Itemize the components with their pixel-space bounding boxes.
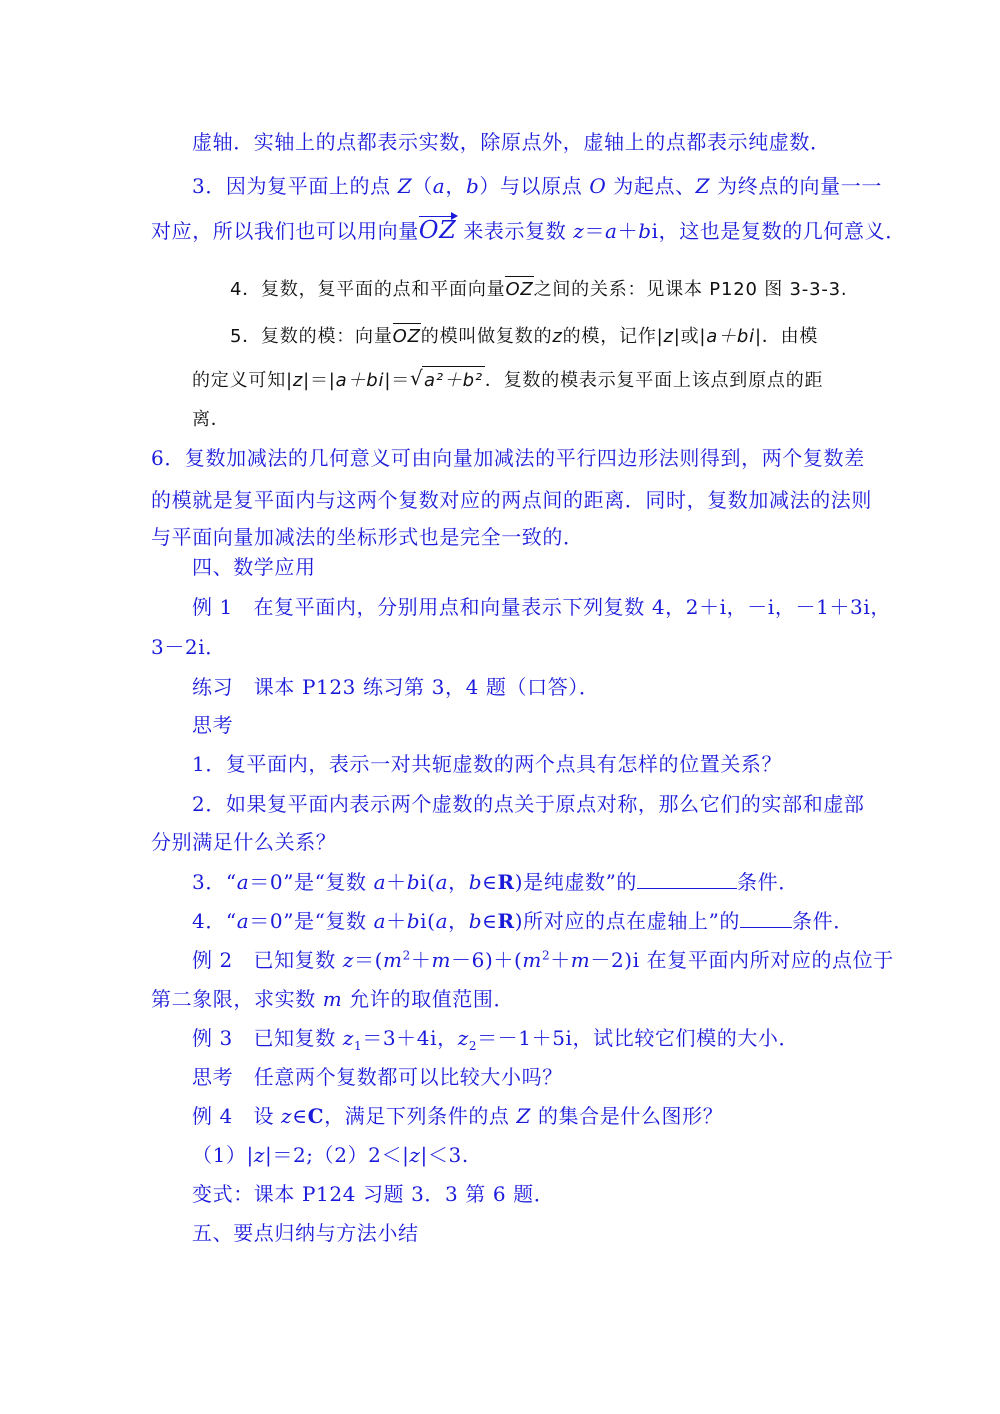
- text-fragment: 离．: [192, 409, 230, 430]
- text-fragment: m: [383, 948, 403, 972]
- text-fragment: i(: [420, 909, 436, 933]
- text-fragment: a: [373, 870, 387, 894]
- text-line-5: [230, 323, 818, 351]
- text-fragment: 例 3 已知复数: [192, 1026, 343, 1050]
- text-fragment: ，: [448, 909, 469, 933]
- text-line-7: [192, 406, 230, 434]
- text-fragment: i(: [420, 870, 436, 894]
- text-fragment: |z|: [286, 370, 310, 391]
- text-fragment: ＋: [386, 909, 407, 933]
- text-fragment: 为终点的向量一一: [710, 174, 882, 198]
- text-fragment: m: [431, 948, 452, 972]
- text-fragment: ＋: [617, 219, 639, 243]
- text-fragment: z: [457, 1026, 469, 1050]
- example-4-conditions: [192, 1141, 469, 1169]
- text-line-8: [151, 444, 865, 472]
- think-item-3: [192, 868, 799, 896]
- text-fragment: 例 4 设: [192, 1104, 282, 1128]
- text-fragment: 的模，记作: [562, 326, 657, 347]
- text-fragment: i，这也是复数的几何意义．: [651, 219, 906, 243]
- text-fragment: m: [570, 948, 591, 972]
- think-heading: [192, 711, 233, 739]
- vector-oz: OZ: [505, 276, 533, 304]
- example-1-line-1: [192, 593, 891, 621]
- text-fragment: ∈: [292, 1104, 308, 1128]
- think-item-1: [192, 750, 782, 778]
- text-fragment: 条件．: [737, 870, 799, 894]
- text-line-10: [151, 523, 584, 551]
- text-fragment: a: [435, 909, 449, 933]
- text-fragment: C: [307, 1104, 325, 1128]
- text-fragment: 4．复数，复平面的点和平面向量: [230, 279, 506, 300]
- text-fragment: 4．“: [192, 909, 237, 933]
- text-fragment: a: [432, 174, 446, 198]
- text-fragment: m: [522, 948, 542, 972]
- text-line-3: [151, 216, 906, 245]
- think-item-4: [192, 907, 854, 935]
- text-fragment: 或: [680, 326, 700, 347]
- text-fragment: ．复数的模表示复平面上该点到原点的距: [484, 370, 824, 391]
- sqrt-expression: [410, 366, 485, 395]
- example-2-line-1: [192, 946, 894, 974]
- text-fragment: 2: [541, 948, 551, 963]
- text-fragment: b: [406, 870, 421, 894]
- text-fragment: a: [435, 870, 449, 894]
- text-fragment: ＝0”是“复数: [249, 909, 374, 933]
- text-fragment: z: [342, 948, 354, 972]
- example-4: [192, 1102, 723, 1130]
- text-fragment: ＝0”是“复数: [249, 870, 374, 894]
- text-fragment: R: [497, 870, 515, 894]
- text-fragment: 3．因为复平面上的点: [192, 174, 398, 198]
- text-line-9: [151, 486, 872, 514]
- text-fragment: ＝2;（2）2＜: [272, 1143, 403, 1167]
- text-line-6: [192, 366, 823, 395]
- text-fragment: 1: [353, 1039, 363, 1053]
- text-fragment: ∈: [482, 870, 498, 894]
- text-fragment: ＝－1＋5i，试比较它们模的大小．: [477, 1026, 800, 1050]
- think-item-2-line-2: [151, 828, 336, 856]
- text-fragment: |z|: [402, 1143, 428, 1167]
- text-fragment: ＜3.: [427, 1143, 469, 1167]
- text-fragment: a: [236, 870, 250, 894]
- text-fragment: 来表示复数: [456, 219, 574, 243]
- text-fragment: ＋: [550, 948, 571, 972]
- text-fragment: 练习 课本 P123 练习第 3，4 题（口答）．: [192, 675, 600, 699]
- text-fragment: （1）: [192, 1143, 247, 1167]
- text-line-2: [192, 172, 882, 200]
- text-fragment: 5．复数的模：向量: [230, 326, 393, 347]
- text-fragment: b: [406, 909, 421, 933]
- text-fragment: 变式：课本 P124 习题 3．3 第 6 题．: [192, 1182, 555, 1206]
- text-fragment: 分别满足什么关系？: [151, 830, 337, 854]
- text-fragment: |z|: [656, 326, 681, 347]
- text-fragment: |a＋bi|: [328, 370, 392, 391]
- text-fragment: b: [468, 870, 483, 894]
- text-fragment: 的集合是什么图形？: [530, 1104, 724, 1128]
- text-fragment: 6．复数加减法的几何意义可由向量加减法的平行四边形法则得到，两个复数差: [151, 446, 865, 470]
- think-item-2-line-1: [192, 790, 865, 818]
- text-fragment: 例 1 在复平面内，分别用点和向量表示下列复数 4，2＋i，－i，－1＋3i，: [192, 595, 891, 619]
- example-3: [192, 1024, 799, 1052]
- variant-line: [192, 1180, 554, 1208]
- text-fragment: b: [638, 219, 652, 243]
- text-fragment: |a＋bi|: [699, 326, 762, 347]
- text-fragment: ＝(: [353, 948, 383, 972]
- example-1-line-2: [151, 633, 226, 661]
- text-fragment: z: [281, 1104, 293, 1128]
- text-fragment: O: [589, 174, 607, 198]
- text-fragment: Z: [695, 174, 711, 198]
- text-fragment: 3－2i．: [151, 635, 226, 659]
- text-fragment: 2: [402, 948, 411, 963]
- text-fragment: 思考: [192, 713, 234, 737]
- text-fragment: ＝: [391, 370, 410, 391]
- text-fragment: a: [373, 909, 387, 933]
- text-fragment: （: [412, 174, 433, 198]
- text-fragment: 2: [468, 1039, 478, 1053]
- vector-oz: OZ: [418, 216, 457, 244]
- text-fragment: )所对应的点在虚轴上”的: [514, 909, 740, 933]
- text-fragment: )是纯虚数”的: [514, 870, 637, 894]
- text-fragment: 的模就是复平面内与这两个复数对应的两点间的距离．同时，复数加减法的法则: [151, 488, 872, 512]
- answer-blank[interactable]: [637, 870, 737, 889]
- text-fragment: Z: [516, 1104, 531, 1128]
- text-fragment: a²＋b²: [424, 370, 483, 391]
- text-fragment: 思考 任意两个复数都可以比较大小吗？: [192, 1065, 563, 1089]
- text-fragment: Z: [397, 174, 413, 198]
- text-fragment: 为起点、: [606, 174, 696, 198]
- text-fragment: －6)＋(: [451, 948, 523, 972]
- text-fragment: 之间的关系：见课本 P120 图 3-3-3.: [533, 279, 848, 300]
- text-fragment: ，满足下列条件的点: [324, 1104, 517, 1128]
- text-fragment: 虚轴．实轴上的点都表示实数，除原点外，虚轴上的点都表示纯虚数．: [192, 130, 831, 154]
- section-heading-5: [192, 1219, 419, 1247]
- text-fragment: ＋: [410, 948, 432, 972]
- example-2-line-2: [151, 985, 514, 1013]
- text-fragment: 第二象限，求实数: [151, 987, 323, 1011]
- text-fragment: 的模叫做复数的: [420, 326, 553, 347]
- text-fragment: 条件．: [792, 909, 854, 933]
- text-fragment: m: [322, 987, 343, 1011]
- text-fragment: a: [236, 909, 250, 933]
- text-fragment: －2)i 在复平面内所对应的点位于: [590, 948, 894, 972]
- text-fragment: ，: [445, 174, 466, 198]
- text-fragment: z: [342, 1026, 354, 1050]
- text-fragment: 允许的取值范围．: [342, 987, 515, 1011]
- practice-line: [192, 673, 600, 701]
- text-fragment: ＝3＋4i，: [362, 1026, 458, 1050]
- text-fragment: |z|: [246, 1143, 273, 1167]
- text-fragment: 五、要点归纳与方法小结: [192, 1221, 419, 1245]
- text-fragment: z: [552, 326, 563, 347]
- text-fragment: z: [573, 219, 585, 243]
- text-fragment: 对应，所以我们也可以用向量: [151, 219, 419, 243]
- text-fragment: R: [497, 909, 515, 933]
- text-fragment: [422, 366, 485, 395]
- text-fragment: 的定义可知: [192, 370, 286, 391]
- text-line-4: [230, 276, 847, 304]
- text-fragment: 2．如果复平面内表示两个虚数的点关于原点对称，那么它们的实部和虚部: [192, 792, 865, 816]
- text-fragment: ）与以原点: [479, 174, 590, 198]
- text-fragment: ，: [448, 870, 469, 894]
- think-line-2: [192, 1063, 563, 1091]
- text-fragment: 1．复平面内，表示一对共轭虚数的两个点具有怎样的位置关系？: [192, 752, 783, 776]
- text-fragment: 3．“: [192, 870, 237, 894]
- text-fragment: ．由模: [761, 326, 819, 347]
- text-fragment: 四、数学应用: [192, 555, 316, 579]
- text-fragment: 例 2 已知复数: [192, 948, 343, 972]
- vector-oz: OZ: [393, 323, 421, 351]
- text-fragment: b: [465, 174, 480, 198]
- text-fragment: ＋: [386, 870, 407, 894]
- answer-blank[interactable]: [740, 909, 792, 928]
- text-fragment: b: [468, 909, 483, 933]
- text-fragment: ＝: [584, 219, 606, 243]
- text-line-1: [192, 128, 831, 156]
- text-fragment: ∈: [482, 909, 498, 933]
- text-fragment: a: [605, 219, 618, 243]
- text-fragment: 与平面向量加减法的坐标形式也是完全一致的．: [151, 525, 584, 549]
- text-fragment: ＝: [309, 370, 329, 391]
- section-heading-4: [192, 553, 316, 581]
